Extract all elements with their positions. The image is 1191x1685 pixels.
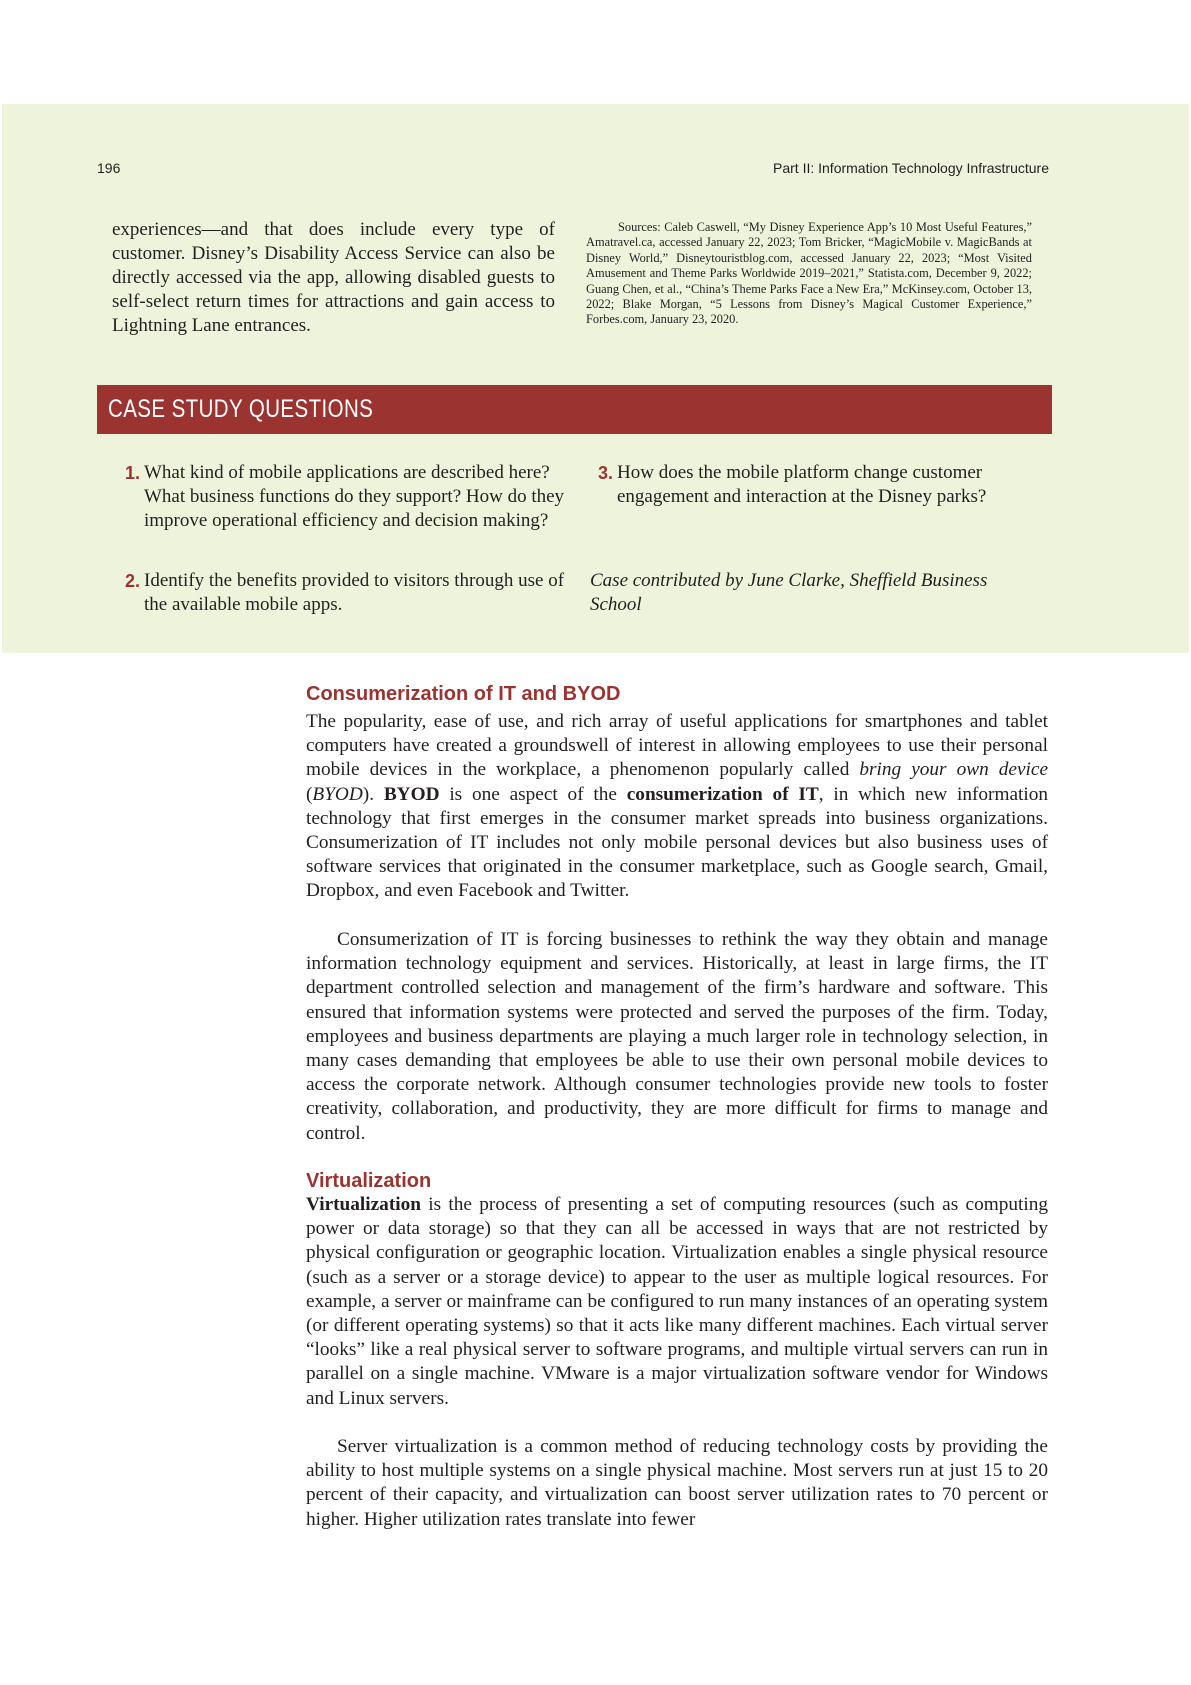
question-item	[125, 569, 584, 617]
section-heading-virtualization: Virtualization	[306, 1170, 432, 1192]
section-heading-byod: Consumerization of IT and BYOD	[306, 683, 621, 705]
question-number: 1.	[125, 463, 141, 483]
byod-paragraph-1: The popularity, ease of use, and rich array of useful applications for smartphones and tablet computers have created a groundswell of interest in allowing employees to use their personal mobile devices in the workplace, a phenomenon popularly called bring your own device (BYOD). BYOD is one aspect of the consumerization of IT, in which new information technology that first emerges in the consumer market spreads into business organizations. Consumerization of IT includes not only mobile personal devices but also business uses of software services that originated in the consumer marketplace, such as Google search, Gmail, Dropbox, and even Facebook and Twitter.	[306, 711, 1049, 902]
case-study-questions-banner	[97, 385, 1052, 434]
case-credit: Case contributed by June Clarke, Sheffield Business School	[590, 570, 988, 615]
question-text: Identify the benefits provided to visitors through use of the available mobile apps.	[144, 570, 565, 615]
question-item	[125, 461, 584, 533]
term-consumerization: consumerization of IT	[626, 783, 819, 805]
term-byod: BYOD	[383, 783, 440, 805]
question-number: 3.	[598, 463, 614, 483]
virtualization-paragraph-1: Virtualization is the process of presenting a set of computing resources (such as computing power or data storage) so that they can all be accessed in ways that are not restricted by physical configuration or geographic location. Virtualization enables a single physical resource (such as a server or a storage device) to appear to the user as multiple logical resources. For example, a server or mainframe can be configured to run many instances of an operating system (or different operating systems) so that it acts like many different machines. Each virtual server “looks” like a real physical server to software programs, and multiple virtual servers can run in parallel on a single machine. VMware is a major virtualization software vendor for Windows and Linux servers.	[306, 1194, 1048, 1409]
case-study-questions-title: CASE STUDY QUESTIONS	[108, 395, 374, 423]
question-text: What kind of mobile applications are described here? What business functions do they support? How do they improve operational efficiency and decision making?	[144, 462, 565, 531]
running-title: Part II: Information Technology Infrastructure	[773, 160, 1049, 176]
question-number: 2.	[125, 571, 141, 591]
term-virtualization: Virtualization	[306, 1194, 421, 1215]
virtualization-paragraph-2: Server virtualization is a common method of reducing technology costs by providing the ability to host multiple systems on a single physical machine. Most servers run at just 15 to 20 percent of their capacity, and virtualization can boost server utilization rates to 70 percent or higher. Higher utilization rates translate into fewer	[306, 1436, 1048, 1530]
case-sources: Sources: Caleb Caswell, “My Disney Experience App’s 10 Most Useful Features,” Amatravel.ca, accessed January 22, 2023; Tom Bricker, “MagicMobile v. MagicBands at Disney World,” Disneytouristblog.com, accessed January 22, 2023; “Most Visited Amusement and Theme Parks Worldwide 2019–2021,” Statista.com, December 9, 2022; Guang Chen, et al., “China’s Theme Parks Face a New Era,” McKinsey.com, October 13, 2022; Blake Morgan, “5 Lessons from Disney’s Magical Customer Experience,” Forbes.com, January 23, 2020.	[586, 220, 1032, 327]
case-intro-text: experiences—and that does include every type of customer. Disney’s Disability Access Service can also be directly accessed via the app, allowing disabled guests to self-select return times for attractions and gain access to Lightning Lane entrances.	[112, 219, 555, 336]
question-text: How does the mobile platform change customer engagement and interaction at the Disney parks?	[617, 462, 987, 507]
page-number: 196	[97, 160, 121, 176]
question-item	[598, 461, 1057, 509]
byod-paragraph-2: Consumerization of IT is forcing businesses to rethink the way they obtain and manage information technology equipment and services. Historically, at least in large firms, the IT department controlled selection and management of the firm’s hardware and software. This ensured that information systems were protected and served the purposes of the firm. Today, employees and business departments are playing a much larger role in technology selection, in many cases demanding that employees be able to use their own personal mobile devices to access the corporate network. Although consumer technologies provide new tools to foster creativity, collaboration, and productivity, they are more difficult for firms to manage and control.	[306, 929, 1048, 1144]
